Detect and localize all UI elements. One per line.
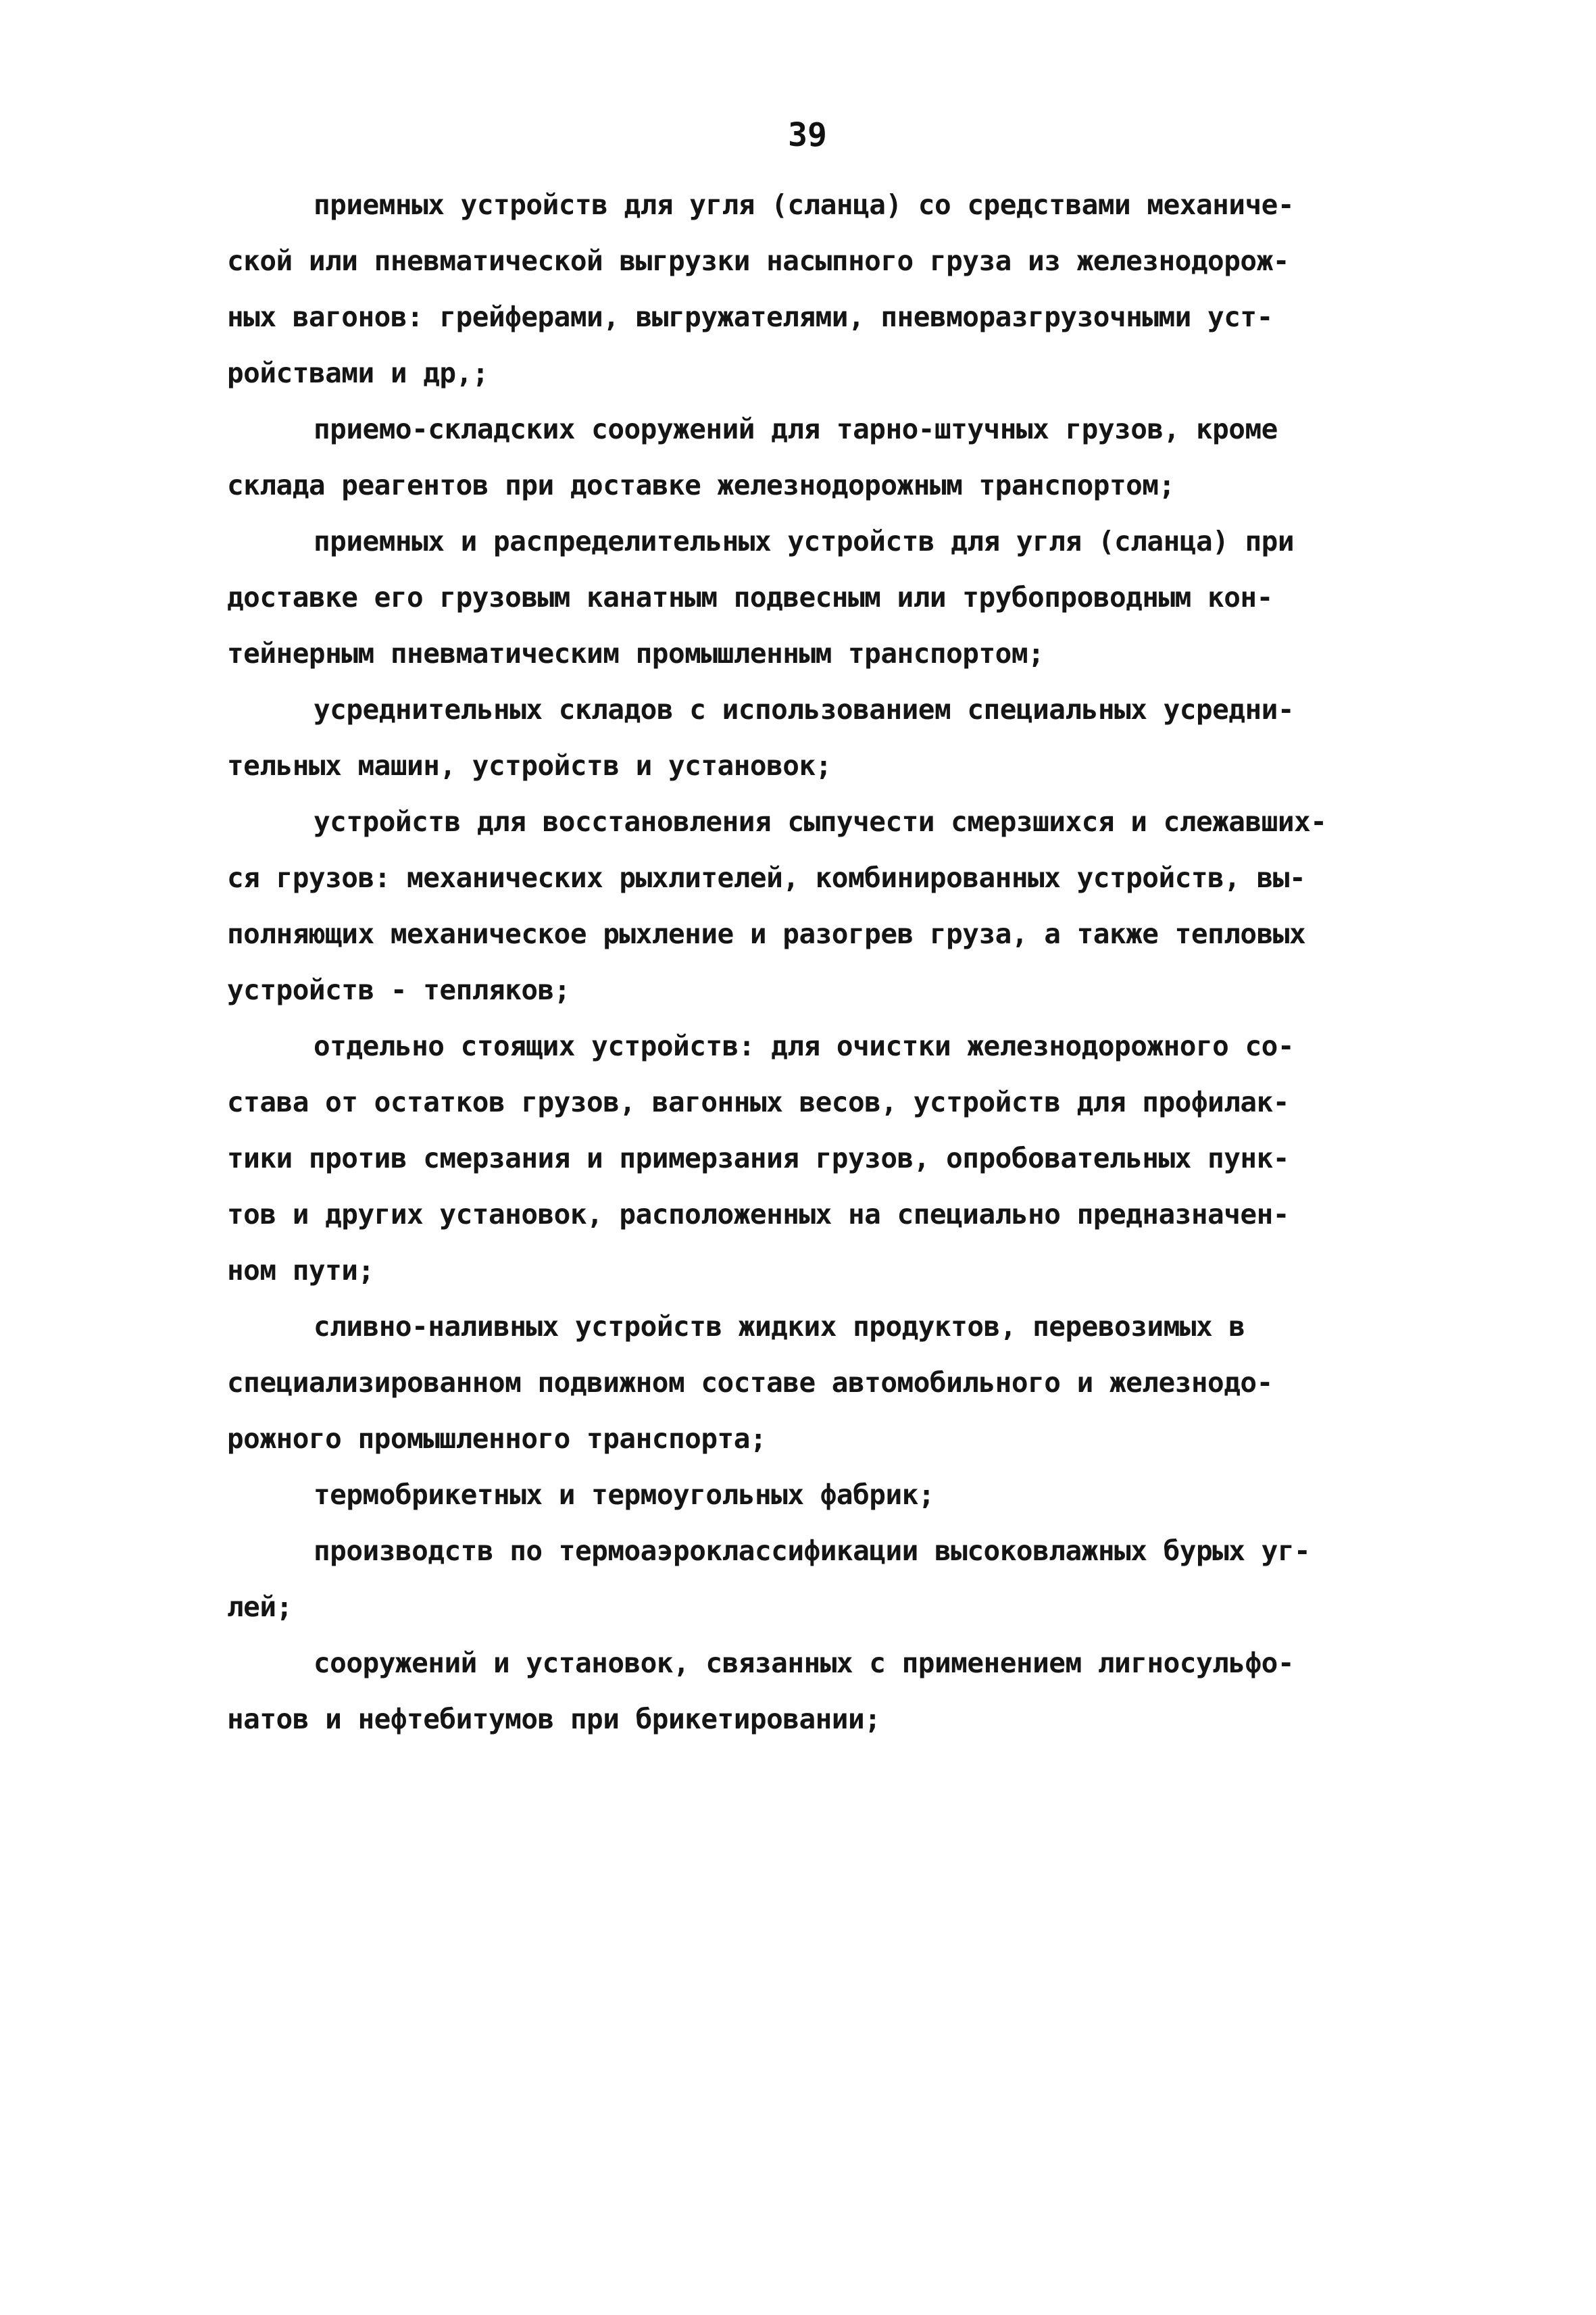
text-line: специализированном подвижном составе автомобильного и железнодо- (227, 1366, 1273, 1399)
text-line: тельных машин, устройств и установок; (227, 749, 832, 782)
text-line: отдельно стоящих устройств: для очистки железнодорожного со- (314, 1030, 1295, 1062)
text-line: натов и нефтебитумов при брикетировании; (227, 1703, 881, 1735)
text-line: приемных устройств для угля (сланца) со средствами механиче- (314, 189, 1295, 221)
text-line: лей; (227, 1591, 293, 1623)
text-line: склада реагентов при доставке железнодорожным транспортом; (227, 469, 1175, 501)
text-line: устройств для восстановления сыпучести смерзшихся и слежавших- (314, 805, 1327, 838)
text-line: приемо-складских сооружений для тарно-штучных грузов, кроме (314, 413, 1278, 445)
text-line: термобрикетных и термоугольных фабрик; (314, 1478, 934, 1511)
text-line: приемных и распределительных устройств для угля (сланца) при (314, 525, 1295, 557)
text-line: полняющих механическое рыхление и разогрев груза, а также тепловых (227, 918, 1306, 950)
text-line: производств по термоаэроклассификации высоковлажных бурых уг- (314, 1535, 1311, 1567)
text-line: устройств - тепляков; (227, 974, 570, 1006)
text-line: тов и других установок, расположенных на специально предназначен- (227, 1198, 1289, 1230)
text-line: тейнерным пневматическим промышленным транспортом; (227, 637, 1045, 670)
body-text (227, 177, 1376, 1747)
text-line: сооружений и установок, связанных с применением лигносульфо- (314, 1647, 1295, 1679)
text-line: тики против смерзания и примерзания грузов, опробовательных пунк- (227, 1142, 1289, 1174)
text-line: ся грузов: механических рыхлителей, комбинированных устройств, вы- (227, 862, 1306, 894)
text-line: доставке его грузовым канатным подвесным или трубопроводным кон- (227, 581, 1273, 614)
text-line: ном пути; (227, 1254, 374, 1287)
text-line: става от остатков грузов, вагонных весов, устройств для профилак- (227, 1086, 1289, 1118)
text-line: рожного промышленного транспорта; (227, 1422, 767, 1455)
text-line: сливно-наливных устройств жидких продуктов, перевозимых в (314, 1310, 1245, 1343)
page-number: 39 (788, 116, 827, 154)
text-line: ройствами и др,; (227, 357, 489, 389)
text-line: ской или пневматической выгрузки насыпного груза из железнодорож- (227, 245, 1289, 277)
text-line: ных вагонов: грейферами, выгружателями, пневморазгрузочными уст- (227, 301, 1273, 333)
text-line: усреднительных складов с использованием специальных усредни- (314, 693, 1295, 726)
